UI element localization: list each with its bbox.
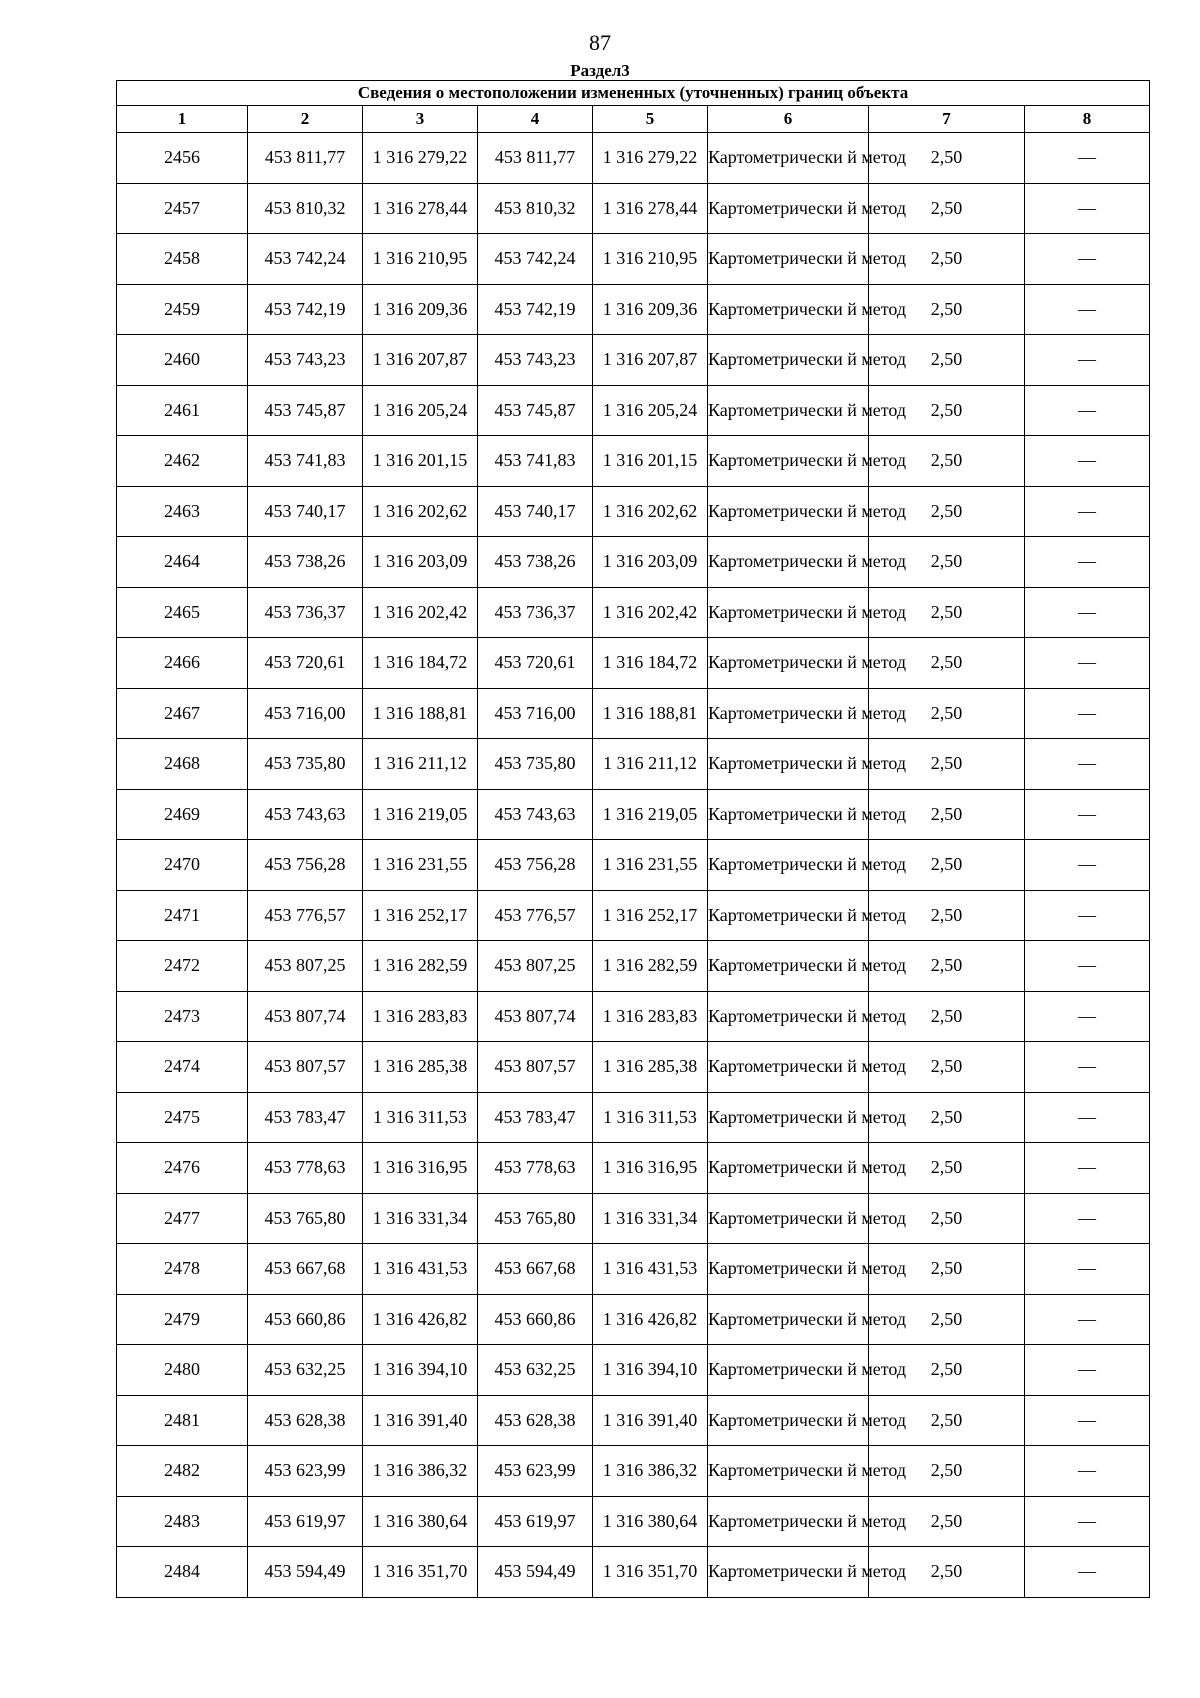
y-coordinate-cell: 1 316 211,12 xyxy=(593,739,708,790)
column-number: 6 xyxy=(708,106,869,133)
description-cell: — xyxy=(1025,991,1150,1042)
description-cell: — xyxy=(1025,1345,1150,1396)
method-cell: Картометрически й метод xyxy=(708,1345,869,1396)
method-cell: Картометрически й метод xyxy=(708,1042,869,1093)
x-coordinate-cell: 453 628,38 xyxy=(478,1395,593,1446)
method-cell: Картометрически й метод xyxy=(708,1446,869,1497)
x-coordinate-cell: 453 783,47 xyxy=(478,1092,593,1143)
method-cell: Картометрически й метод xyxy=(708,183,869,234)
accuracy-cell: 2,50 xyxy=(869,1345,1025,1396)
y-coordinate-cell: 1 316 391,40 xyxy=(593,1395,708,1446)
y-coordinate-cell: 1 316 431,53 xyxy=(593,1244,708,1295)
x-coordinate-cell: 453 807,57 xyxy=(248,1042,363,1093)
description-cell: — xyxy=(1025,234,1150,285)
method-cell: Картометрически й метод xyxy=(708,1092,869,1143)
description-cell: — xyxy=(1025,688,1150,739)
y-coordinate-cell: 1 316 207,87 xyxy=(593,335,708,386)
y-coordinate-cell: 1 316 203,09 xyxy=(363,537,478,588)
x-coordinate-cell: 453 594,49 xyxy=(478,1547,593,1598)
y-coordinate-cell: 1 316 205,24 xyxy=(593,385,708,436)
description-cell: — xyxy=(1025,789,1150,840)
y-coordinate-cell: 1 316 252,17 xyxy=(363,890,478,941)
table-row xyxy=(117,739,1150,790)
accuracy-cell: 2,50 xyxy=(869,840,1025,891)
y-coordinate-cell: 1 316 209,36 xyxy=(593,284,708,335)
point-number-cell: 2480 xyxy=(117,1345,248,1396)
y-coordinate-cell: 1 316 184,72 xyxy=(363,638,478,689)
accuracy-cell: 2,50 xyxy=(869,1193,1025,1244)
table-row xyxy=(117,840,1150,891)
method-cell: Картометрически й метод xyxy=(708,587,869,638)
y-coordinate-cell: 1 316 278,44 xyxy=(363,183,478,234)
accuracy-cell: 2,50 xyxy=(869,1547,1025,1598)
y-coordinate-cell: 1 316 426,82 xyxy=(593,1294,708,1345)
y-coordinate-cell: 1 316 331,34 xyxy=(363,1193,478,1244)
method-cell: Картометрически й метод xyxy=(708,1143,869,1194)
x-coordinate-cell: 453 742,19 xyxy=(248,284,363,335)
y-coordinate-cell: 1 316 426,82 xyxy=(363,1294,478,1345)
x-coordinate-cell: 453 807,25 xyxy=(478,941,593,992)
table-row xyxy=(117,1294,1150,1345)
point-number-cell: 2471 xyxy=(117,890,248,941)
y-coordinate-cell: 1 316 188,81 xyxy=(363,688,478,739)
description-cell: — xyxy=(1025,486,1150,537)
accuracy-cell: 2,50 xyxy=(869,1092,1025,1143)
y-coordinate-cell: 1 316 209,36 xyxy=(363,284,478,335)
column-number: 1 xyxy=(117,106,248,133)
column-number: 2 xyxy=(248,106,363,133)
y-coordinate-cell: 1 316 231,55 xyxy=(363,840,478,891)
point-number-cell: 2481 xyxy=(117,1395,248,1446)
y-coordinate-cell: 1 316 380,64 xyxy=(363,1496,478,1547)
description-cell: — xyxy=(1025,1446,1150,1497)
x-coordinate-cell: 453 742,24 xyxy=(248,234,363,285)
table-row xyxy=(117,183,1150,234)
accuracy-cell: 2,50 xyxy=(869,890,1025,941)
y-coordinate-cell: 1 316 386,32 xyxy=(593,1446,708,1497)
x-coordinate-cell: 453 811,77 xyxy=(248,133,363,184)
x-coordinate-cell: 453 667,68 xyxy=(248,1244,363,1295)
method-cell: Картометрически й метод xyxy=(708,335,869,386)
description-cell: — xyxy=(1025,284,1150,335)
description-cell: — xyxy=(1025,537,1150,588)
y-coordinate-cell: 1 316 252,17 xyxy=(593,890,708,941)
y-coordinate-cell: 1 316 231,55 xyxy=(593,840,708,891)
table-row xyxy=(117,284,1150,335)
table-row xyxy=(117,991,1150,1042)
table-row xyxy=(117,1042,1150,1093)
y-coordinate-cell: 1 316 203,09 xyxy=(593,537,708,588)
point-number-cell: 2474 xyxy=(117,1042,248,1093)
method-cell: Картометрически й метод xyxy=(708,284,869,335)
y-coordinate-cell: 1 316 202,62 xyxy=(593,486,708,537)
accuracy-cell: 2,50 xyxy=(869,183,1025,234)
description-cell: — xyxy=(1025,587,1150,638)
y-coordinate-cell: 1 316 201,15 xyxy=(363,436,478,487)
table-row xyxy=(117,1395,1150,1446)
table-row xyxy=(117,941,1150,992)
method-cell: Картометрически й метод xyxy=(708,486,869,537)
x-coordinate-cell: 453 736,37 xyxy=(248,587,363,638)
table-row xyxy=(117,1496,1150,1547)
accuracy-cell: 2,50 xyxy=(869,284,1025,335)
column-number: 5 xyxy=(593,106,708,133)
x-coordinate-cell: 453 735,80 xyxy=(478,739,593,790)
x-coordinate-cell: 453 628,38 xyxy=(248,1395,363,1446)
point-number-cell: 2456 xyxy=(117,133,248,184)
x-coordinate-cell: 453 623,99 xyxy=(478,1446,593,1497)
x-coordinate-cell: 453 667,68 xyxy=(478,1244,593,1295)
y-coordinate-cell: 1 316 205,24 xyxy=(363,385,478,436)
y-coordinate-cell: 1 316 283,83 xyxy=(363,991,478,1042)
x-coordinate-cell: 453 807,57 xyxy=(478,1042,593,1093)
point-number-cell: 2460 xyxy=(117,335,248,386)
x-coordinate-cell: 453 632,25 xyxy=(248,1345,363,1396)
table-row xyxy=(117,688,1150,739)
x-coordinate-cell: 453 720,61 xyxy=(248,638,363,689)
description-cell: — xyxy=(1025,840,1150,891)
accuracy-cell: 2,50 xyxy=(869,739,1025,790)
x-coordinate-cell: 453 745,87 xyxy=(478,385,593,436)
x-coordinate-cell: 453 810,32 xyxy=(248,183,363,234)
accuracy-cell: 2,50 xyxy=(869,688,1025,739)
table-row xyxy=(117,1244,1150,1295)
x-coordinate-cell: 453 740,17 xyxy=(248,486,363,537)
table-row xyxy=(117,1547,1150,1598)
y-coordinate-cell: 1 316 211,12 xyxy=(363,739,478,790)
x-coordinate-cell: 453 807,25 xyxy=(248,941,363,992)
method-cell: Картометрически й метод xyxy=(708,789,869,840)
x-coordinate-cell: 453 811,77 xyxy=(478,133,593,184)
description-cell: — xyxy=(1025,1547,1150,1598)
description-cell: — xyxy=(1025,1143,1150,1194)
description-cell: — xyxy=(1025,941,1150,992)
point-number-cell: 2466 xyxy=(117,638,248,689)
column-number-row xyxy=(117,106,1150,133)
point-number-cell: 2459 xyxy=(117,284,248,335)
table-row xyxy=(117,486,1150,537)
column-number: 7 xyxy=(869,106,1025,133)
x-coordinate-cell: 453 745,87 xyxy=(248,385,363,436)
method-cell: Картометрически й метод xyxy=(708,739,869,790)
x-coordinate-cell: 453 756,28 xyxy=(478,840,593,891)
x-coordinate-cell: 453 623,99 xyxy=(248,1446,363,1497)
column-number: 3 xyxy=(363,106,478,133)
x-coordinate-cell: 453 735,80 xyxy=(248,739,363,790)
method-cell: Картометрически й метод xyxy=(708,537,869,588)
y-coordinate-cell: 1 316 285,38 xyxy=(593,1042,708,1093)
description-cell: — xyxy=(1025,133,1150,184)
method-cell: Картометрически й метод xyxy=(708,1496,869,1547)
point-number-cell: 2462 xyxy=(117,436,248,487)
method-cell: Картометрически й метод xyxy=(708,991,869,1042)
description-cell: — xyxy=(1025,739,1150,790)
accuracy-cell: 2,50 xyxy=(869,234,1025,285)
y-coordinate-cell: 1 316 202,42 xyxy=(593,587,708,638)
point-number-cell: 2467 xyxy=(117,688,248,739)
accuracy-cell: 2,50 xyxy=(869,1143,1025,1194)
x-coordinate-cell: 453 738,26 xyxy=(478,537,593,588)
x-coordinate-cell: 453 776,57 xyxy=(478,890,593,941)
method-cell: Картометрически й метод xyxy=(708,234,869,285)
table-row xyxy=(117,587,1150,638)
table-caption: Сведения о местоположении измененных (уточненных) границ объекта xyxy=(117,81,1150,106)
table-row xyxy=(117,1345,1150,1396)
x-coordinate-cell: 453 660,86 xyxy=(248,1294,363,1345)
x-coordinate-cell: 453 765,80 xyxy=(478,1193,593,1244)
point-number-cell: 2483 xyxy=(117,1496,248,1547)
accuracy-cell: 2,50 xyxy=(869,638,1025,689)
method-cell: Картометрически й метод xyxy=(708,1395,869,1446)
y-coordinate-cell: 1 316 351,70 xyxy=(593,1547,708,1598)
point-number-cell: 2484 xyxy=(117,1547,248,1598)
y-coordinate-cell: 1 316 202,42 xyxy=(363,587,478,638)
x-coordinate-cell: 453 741,83 xyxy=(478,436,593,487)
point-number-cell: 2469 xyxy=(117,789,248,840)
y-coordinate-cell: 1 316 207,87 xyxy=(363,335,478,386)
table-row xyxy=(117,638,1150,689)
x-coordinate-cell: 453 716,00 xyxy=(248,688,363,739)
accuracy-cell: 2,50 xyxy=(869,385,1025,436)
x-coordinate-cell: 453 765,80 xyxy=(248,1193,363,1244)
description-cell: — xyxy=(1025,1496,1150,1547)
table-row xyxy=(117,789,1150,840)
description-cell: — xyxy=(1025,890,1150,941)
x-coordinate-cell: 453 736,37 xyxy=(478,587,593,638)
x-coordinate-cell: 453 743,63 xyxy=(248,789,363,840)
x-coordinate-cell: 453 742,24 xyxy=(478,234,593,285)
x-coordinate-cell: 453 743,23 xyxy=(478,335,593,386)
x-coordinate-cell: 453 741,83 xyxy=(248,436,363,487)
y-coordinate-cell: 1 316 282,59 xyxy=(593,941,708,992)
table-row xyxy=(117,1143,1150,1194)
accuracy-cell: 2,50 xyxy=(869,1496,1025,1547)
point-number-cell: 2482 xyxy=(117,1446,248,1497)
point-number-cell: 2475 xyxy=(117,1092,248,1143)
table-caption-row xyxy=(117,81,1150,106)
y-coordinate-cell: 1 316 316,95 xyxy=(363,1143,478,1194)
accuracy-cell: 2,50 xyxy=(869,1446,1025,1497)
table-row xyxy=(117,133,1150,184)
y-coordinate-cell: 1 316 394,10 xyxy=(593,1345,708,1396)
accuracy-cell: 2,50 xyxy=(869,1395,1025,1446)
accuracy-cell: 2,50 xyxy=(869,789,1025,840)
description-cell: — xyxy=(1025,1395,1150,1446)
description-cell: — xyxy=(1025,385,1150,436)
x-coordinate-cell: 453 738,26 xyxy=(248,537,363,588)
accuracy-cell: 2,50 xyxy=(869,1294,1025,1345)
accuracy-cell: 2,50 xyxy=(869,436,1025,487)
x-coordinate-cell: 453 807,74 xyxy=(478,991,593,1042)
point-number-cell: 2464 xyxy=(117,537,248,588)
accuracy-cell: 2,50 xyxy=(869,537,1025,588)
method-cell: Картометрически й метод xyxy=(708,385,869,436)
description-cell: — xyxy=(1025,335,1150,386)
method-cell: Картометрически й метод xyxy=(708,890,869,941)
x-coordinate-cell: 453 716,00 xyxy=(478,688,593,739)
x-coordinate-cell: 453 778,63 xyxy=(478,1143,593,1194)
method-cell: Картометрически й метод xyxy=(708,436,869,487)
point-number-cell: 2473 xyxy=(117,991,248,1042)
boundary-coordinates-table xyxy=(116,80,1150,1598)
point-number-cell: 2457 xyxy=(117,183,248,234)
point-number-cell: 2458 xyxy=(117,234,248,285)
table-row xyxy=(117,385,1150,436)
table-row xyxy=(117,1092,1150,1143)
point-number-cell: 2477 xyxy=(117,1193,248,1244)
point-number-cell: 2476 xyxy=(117,1143,248,1194)
y-coordinate-cell: 1 316 311,53 xyxy=(363,1092,478,1143)
section-label: Раздел3 xyxy=(570,61,630,80)
x-coordinate-cell: 453 632,25 xyxy=(478,1345,593,1396)
y-coordinate-cell: 1 316 394,10 xyxy=(363,1345,478,1396)
method-cell: Картометрически й метод xyxy=(708,1547,869,1598)
point-number-cell: 2461 xyxy=(117,385,248,436)
y-coordinate-cell: 1 316 431,53 xyxy=(363,1244,478,1295)
accuracy-cell: 2,50 xyxy=(869,335,1025,386)
y-coordinate-cell: 1 316 282,59 xyxy=(363,941,478,992)
accuracy-cell: 2,50 xyxy=(869,133,1025,184)
description-cell: — xyxy=(1025,1092,1150,1143)
y-coordinate-cell: 1 316 285,38 xyxy=(363,1042,478,1093)
x-coordinate-cell: 453 619,97 xyxy=(248,1496,363,1547)
y-coordinate-cell: 1 316 210,95 xyxy=(593,234,708,285)
x-coordinate-cell: 453 740,17 xyxy=(478,486,593,537)
y-coordinate-cell: 1 316 279,22 xyxy=(363,133,478,184)
point-number-cell: 2472 xyxy=(117,941,248,992)
x-coordinate-cell: 453 778,63 xyxy=(248,1143,363,1194)
column-number: 8 xyxy=(1025,106,1150,133)
method-cell: Картометрически й метод xyxy=(708,638,869,689)
x-coordinate-cell: 453 720,61 xyxy=(478,638,593,689)
description-cell: — xyxy=(1025,436,1150,487)
accuracy-cell: 2,50 xyxy=(869,587,1025,638)
method-cell: Картометрически й метод xyxy=(708,1244,869,1295)
point-number-cell: 2479 xyxy=(117,1294,248,1345)
y-coordinate-cell: 1 316 202,62 xyxy=(363,486,478,537)
x-coordinate-cell: 453 783,47 xyxy=(248,1092,363,1143)
y-coordinate-cell: 1 316 279,22 xyxy=(593,133,708,184)
table-row xyxy=(117,1193,1150,1244)
x-coordinate-cell: 453 619,97 xyxy=(478,1496,593,1547)
point-number-cell: 2470 xyxy=(117,840,248,891)
description-cell: — xyxy=(1025,1042,1150,1093)
method-cell: Картометрически й метод xyxy=(708,688,869,739)
page-number: 87 xyxy=(589,30,611,55)
description-cell: — xyxy=(1025,638,1150,689)
x-coordinate-cell: 453 594,49 xyxy=(248,1547,363,1598)
y-coordinate-cell: 1 316 201,15 xyxy=(593,436,708,487)
y-coordinate-cell: 1 316 391,40 xyxy=(363,1395,478,1446)
description-cell: — xyxy=(1025,1193,1150,1244)
y-coordinate-cell: 1 316 380,64 xyxy=(593,1496,708,1547)
table-body xyxy=(117,133,1150,1598)
description-cell: — xyxy=(1025,1294,1150,1345)
x-coordinate-cell: 453 742,19 xyxy=(478,284,593,335)
x-coordinate-cell: 453 743,63 xyxy=(478,789,593,840)
method-cell: Картометрически й метод xyxy=(708,133,869,184)
table-row xyxy=(117,234,1150,285)
x-coordinate-cell: 453 756,28 xyxy=(248,840,363,891)
description-cell: — xyxy=(1025,183,1150,234)
x-coordinate-cell: 453 743,23 xyxy=(248,335,363,386)
x-coordinate-cell: 453 660,86 xyxy=(478,1294,593,1345)
accuracy-cell: 2,50 xyxy=(869,941,1025,992)
y-coordinate-cell: 1 316 351,70 xyxy=(363,1547,478,1598)
accuracy-cell: 2,50 xyxy=(869,486,1025,537)
accuracy-cell: 2,50 xyxy=(869,991,1025,1042)
table-row xyxy=(117,335,1150,386)
y-coordinate-cell: 1 316 219,05 xyxy=(593,789,708,840)
x-coordinate-cell: 453 776,57 xyxy=(248,890,363,941)
y-coordinate-cell: 1 316 278,44 xyxy=(593,183,708,234)
y-coordinate-cell: 1 316 188,81 xyxy=(593,688,708,739)
accuracy-cell: 2,50 xyxy=(869,1244,1025,1295)
y-coordinate-cell: 1 316 311,53 xyxy=(593,1092,708,1143)
description-cell: — xyxy=(1025,1244,1150,1295)
method-cell: Картометрически й метод xyxy=(708,941,869,992)
point-number-cell: 2465 xyxy=(117,587,248,638)
table-row xyxy=(117,436,1150,487)
method-cell: Картометрически й метод xyxy=(708,840,869,891)
x-coordinate-cell: 453 810,32 xyxy=(478,183,593,234)
method-cell: Картометрически й метод xyxy=(708,1193,869,1244)
y-coordinate-cell: 1 316 316,95 xyxy=(593,1143,708,1194)
table-row xyxy=(117,890,1150,941)
column-number: 4 xyxy=(478,106,593,133)
point-number-cell: 2463 xyxy=(117,486,248,537)
method-cell: Картометрически й метод xyxy=(708,1294,869,1345)
accuracy-cell: 2,50 xyxy=(869,1042,1025,1093)
y-coordinate-cell: 1 316 210,95 xyxy=(363,234,478,285)
y-coordinate-cell: 1 316 219,05 xyxy=(363,789,478,840)
x-coordinate-cell: 453 807,74 xyxy=(248,991,363,1042)
y-coordinate-cell: 1 316 386,32 xyxy=(363,1446,478,1497)
y-coordinate-cell: 1 316 283,83 xyxy=(593,991,708,1042)
y-coordinate-cell: 1 316 184,72 xyxy=(593,638,708,689)
point-number-cell: 2478 xyxy=(117,1244,248,1295)
point-number-cell: 2468 xyxy=(117,739,248,790)
y-coordinate-cell: 1 316 331,34 xyxy=(593,1193,708,1244)
table-row xyxy=(117,1446,1150,1497)
table-row xyxy=(117,537,1150,588)
